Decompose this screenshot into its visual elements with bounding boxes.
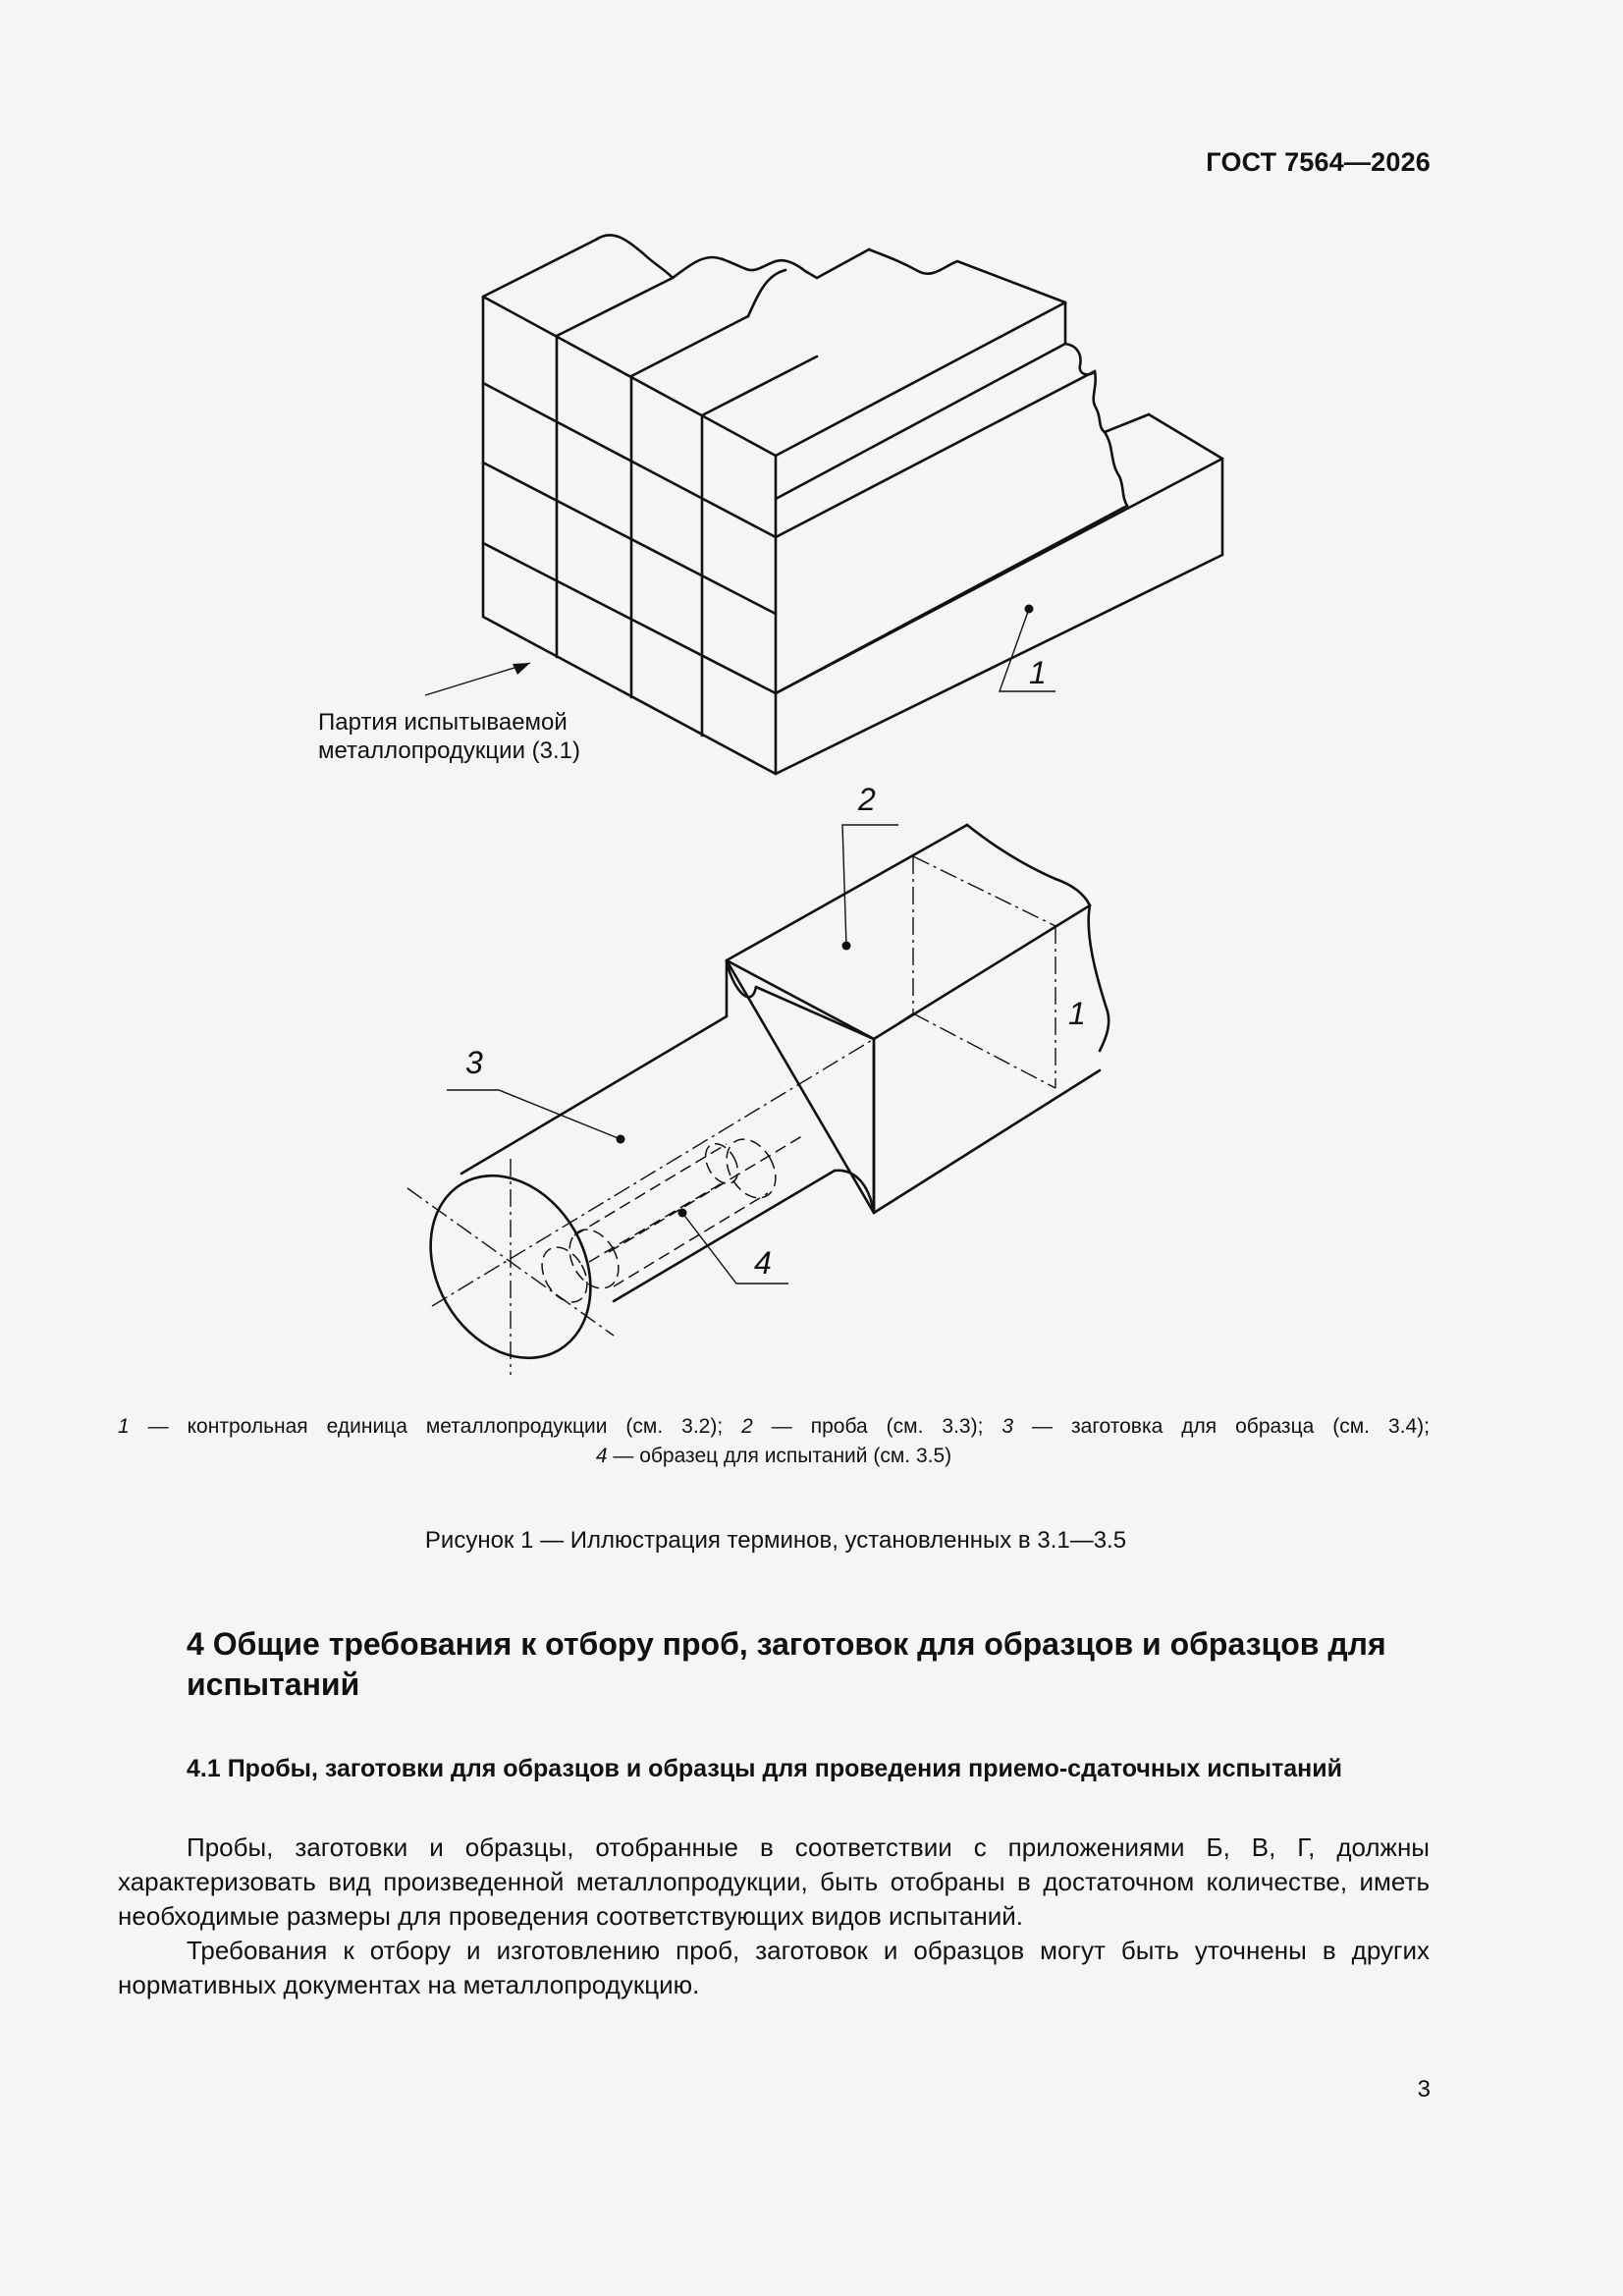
body-text	[118, 1831, 1430, 2002]
callout-1-bottom: 1	[1068, 996, 1086, 1031]
section-title: 4 Общие требования к отбору проб, заготовок для образцов и образцов для испытаний	[187, 1626, 1386, 1702]
batch-label-line2: металлопродукции (3.1)	[318, 738, 580, 764]
figure-caption: Рисунок 1 — Иллюстрация терминов, установленных в 3.1—3.5	[424, 1527, 1127, 1554]
legend-item-1-text: — контрольная единица металлопродукции (см. 3.2);	[129, 1415, 742, 1438]
figure-legend	[118, 1412, 1430, 1471]
legend-item-3-number: 3	[1001, 1415, 1014, 1438]
page-number: 3	[1417, 2076, 1431, 2103]
callout-4: 4	[754, 1245, 772, 1281]
batch-label-line1: Партия испытываемой	[318, 709, 568, 736]
legend-item-1-number: 1	[118, 1415, 130, 1438]
callout-1-top: 1	[1029, 655, 1047, 690]
paragraph: Пробы, заготовки и образцы, отобранные в соответствии с приложениями Б, В, Г, должны характеризовать вид произведенной металлопродукции, быть отобраны в достаточном количестве, иметь необходимые размеры для проведения соответствующих видов испытаний.	[118, 1832, 1430, 1931]
callout-3: 3	[465, 1045, 483, 1080]
paragraph: Требования к отбору и изготовлению проб, заготовок и образцов могут быть уточнены в других нормативных документах на металлопродукцию.	[118, 1936, 1430, 1999]
document-code: ГОСТ 7564—2026	[1206, 147, 1431, 177]
legend-item-2-text: — проба (см. 3.3);	[752, 1415, 1002, 1438]
legend-item-3-text: — заготовка для образца (см. 3.4);	[1013, 1415, 1430, 1438]
legend-line-2	[118, 1442, 1430, 1471]
legend-item-2-number: 2	[741, 1415, 753, 1438]
legend-item-4-number: 4	[595, 1445, 608, 1467]
subsection-title: 4.1 Пробы, заготовки для образцов и образцы для проведения приемо-сдаточных испытаний	[187, 1755, 1342, 1782]
batch-drawing	[318, 235, 1222, 774]
legend-item-4-text: — образец для испытаний (см. 3.5)	[607, 1445, 952, 1467]
callout-2: 2	[858, 782, 876, 817]
legend-line-1	[118, 1412, 1430, 1442]
sample-drawing	[399, 782, 1109, 1387]
